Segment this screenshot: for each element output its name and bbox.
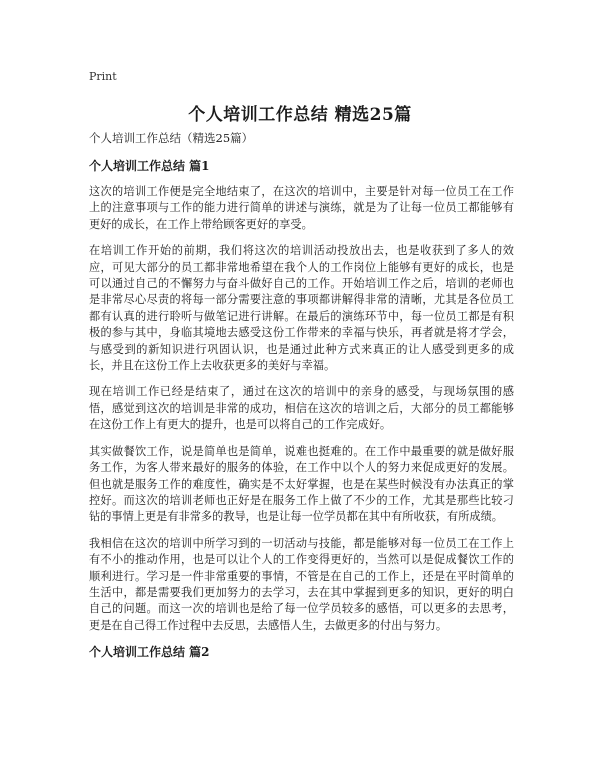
print-link[interactable]: Print (89, 70, 117, 83)
paragraph: 现在培训工作已经是结束了，通过在这次的培训中的亲身的感受，与现场氛围的感悟，感觉到这次的培训是非常的成功，相信在这次的培训之后，大部分的员工都能够在这份工作上有更大的提升，也是可以将自己的工作完成好。 (89, 385, 514, 432)
paragraph: 我相信在这次的培训中所学习到的一切活动与技能，都是能够对每一位员工在工作上有不小的推动作用，也是可以让个人的工作变得更好的，当然可以是促成餐饮工作的顺利进行。学习是一件非常重要的事情，不管是在自己的工作上，还是在平时简单的生活中，都是需要我们更加努力的去学习，去在其中掌握到更多的知识，更好的明白自己的问题。而这一次的培训也是给了每一位学员较多的感悟，可以更多的去思考，更是在自己得工作过程中去反思，去感悟人生，去做更多的付出与努力。 (89, 536, 514, 632)
section-heading-1: 个人培训工作总结 篇1 (89, 159, 210, 173)
document-body (89, 130, 514, 670)
section-heading-2: 个人培训工作总结 篇2 (89, 645, 210, 660)
paragraph: 这次的培训工作便是完全地结束了，在这次的培训中，主要是针对每一位员工在工作上的注意事项与工作的能力进行简单的讲述与演练，就是为了让每一位员工都能够有更好的成长，在工作上带给顾客更好的享受。 (89, 185, 514, 231)
paragraph: 其实做餐饮工作，说是简单也是简单，说难也挺难的。在工作中最重要的就是做好服务工作，为客人带来最好的服务的体验，在工作中以个人的努力来促成更好的发展。但也就是服务工作的难度性，确实是不太好掌握，也是在某些时候没有办法真正的掌控好。而这次的培训老师也正好是在服务工作上做了不少的工作，尤其是那些比较刁钻的事情上更是有非常多的教导，也是让每一位学员都在其中有所收获，有所成绩。 (89, 444, 514, 524)
paragraph: 在培训工作开始的前期，我们将这次的培训活动投放出去，也是收获到了多人的效应，可见大部分的员工都非常地希望在我个人的工作岗位上能够有更好的成长，也是可以通过自己的不懈努力与奋斗做好自己的工作。开始培训工作之后，培训的老师也是非常尽心尽责的将每一部分需要注意的事项都讲解得非常的清晰，尤其是各位员工都有认真的进行聆听与做笔记进行讲解。在最后的演练环节中，每一位员工都是有积极的参与其中，身临其境地去感受这份工作带来的幸福与快乐，再者就是将才学会，与感受到的新知识进行巩固认识，也是通过此种方式来真正的让人感受到更多的成长，并且在这份工作上去收获更多的美好与幸福。 (89, 244, 514, 373)
document-subtitle: 个人培训工作总结（精选25篇） (89, 131, 254, 145)
page-title: 个人培训工作总结 精选25篇 (188, 105, 412, 125)
